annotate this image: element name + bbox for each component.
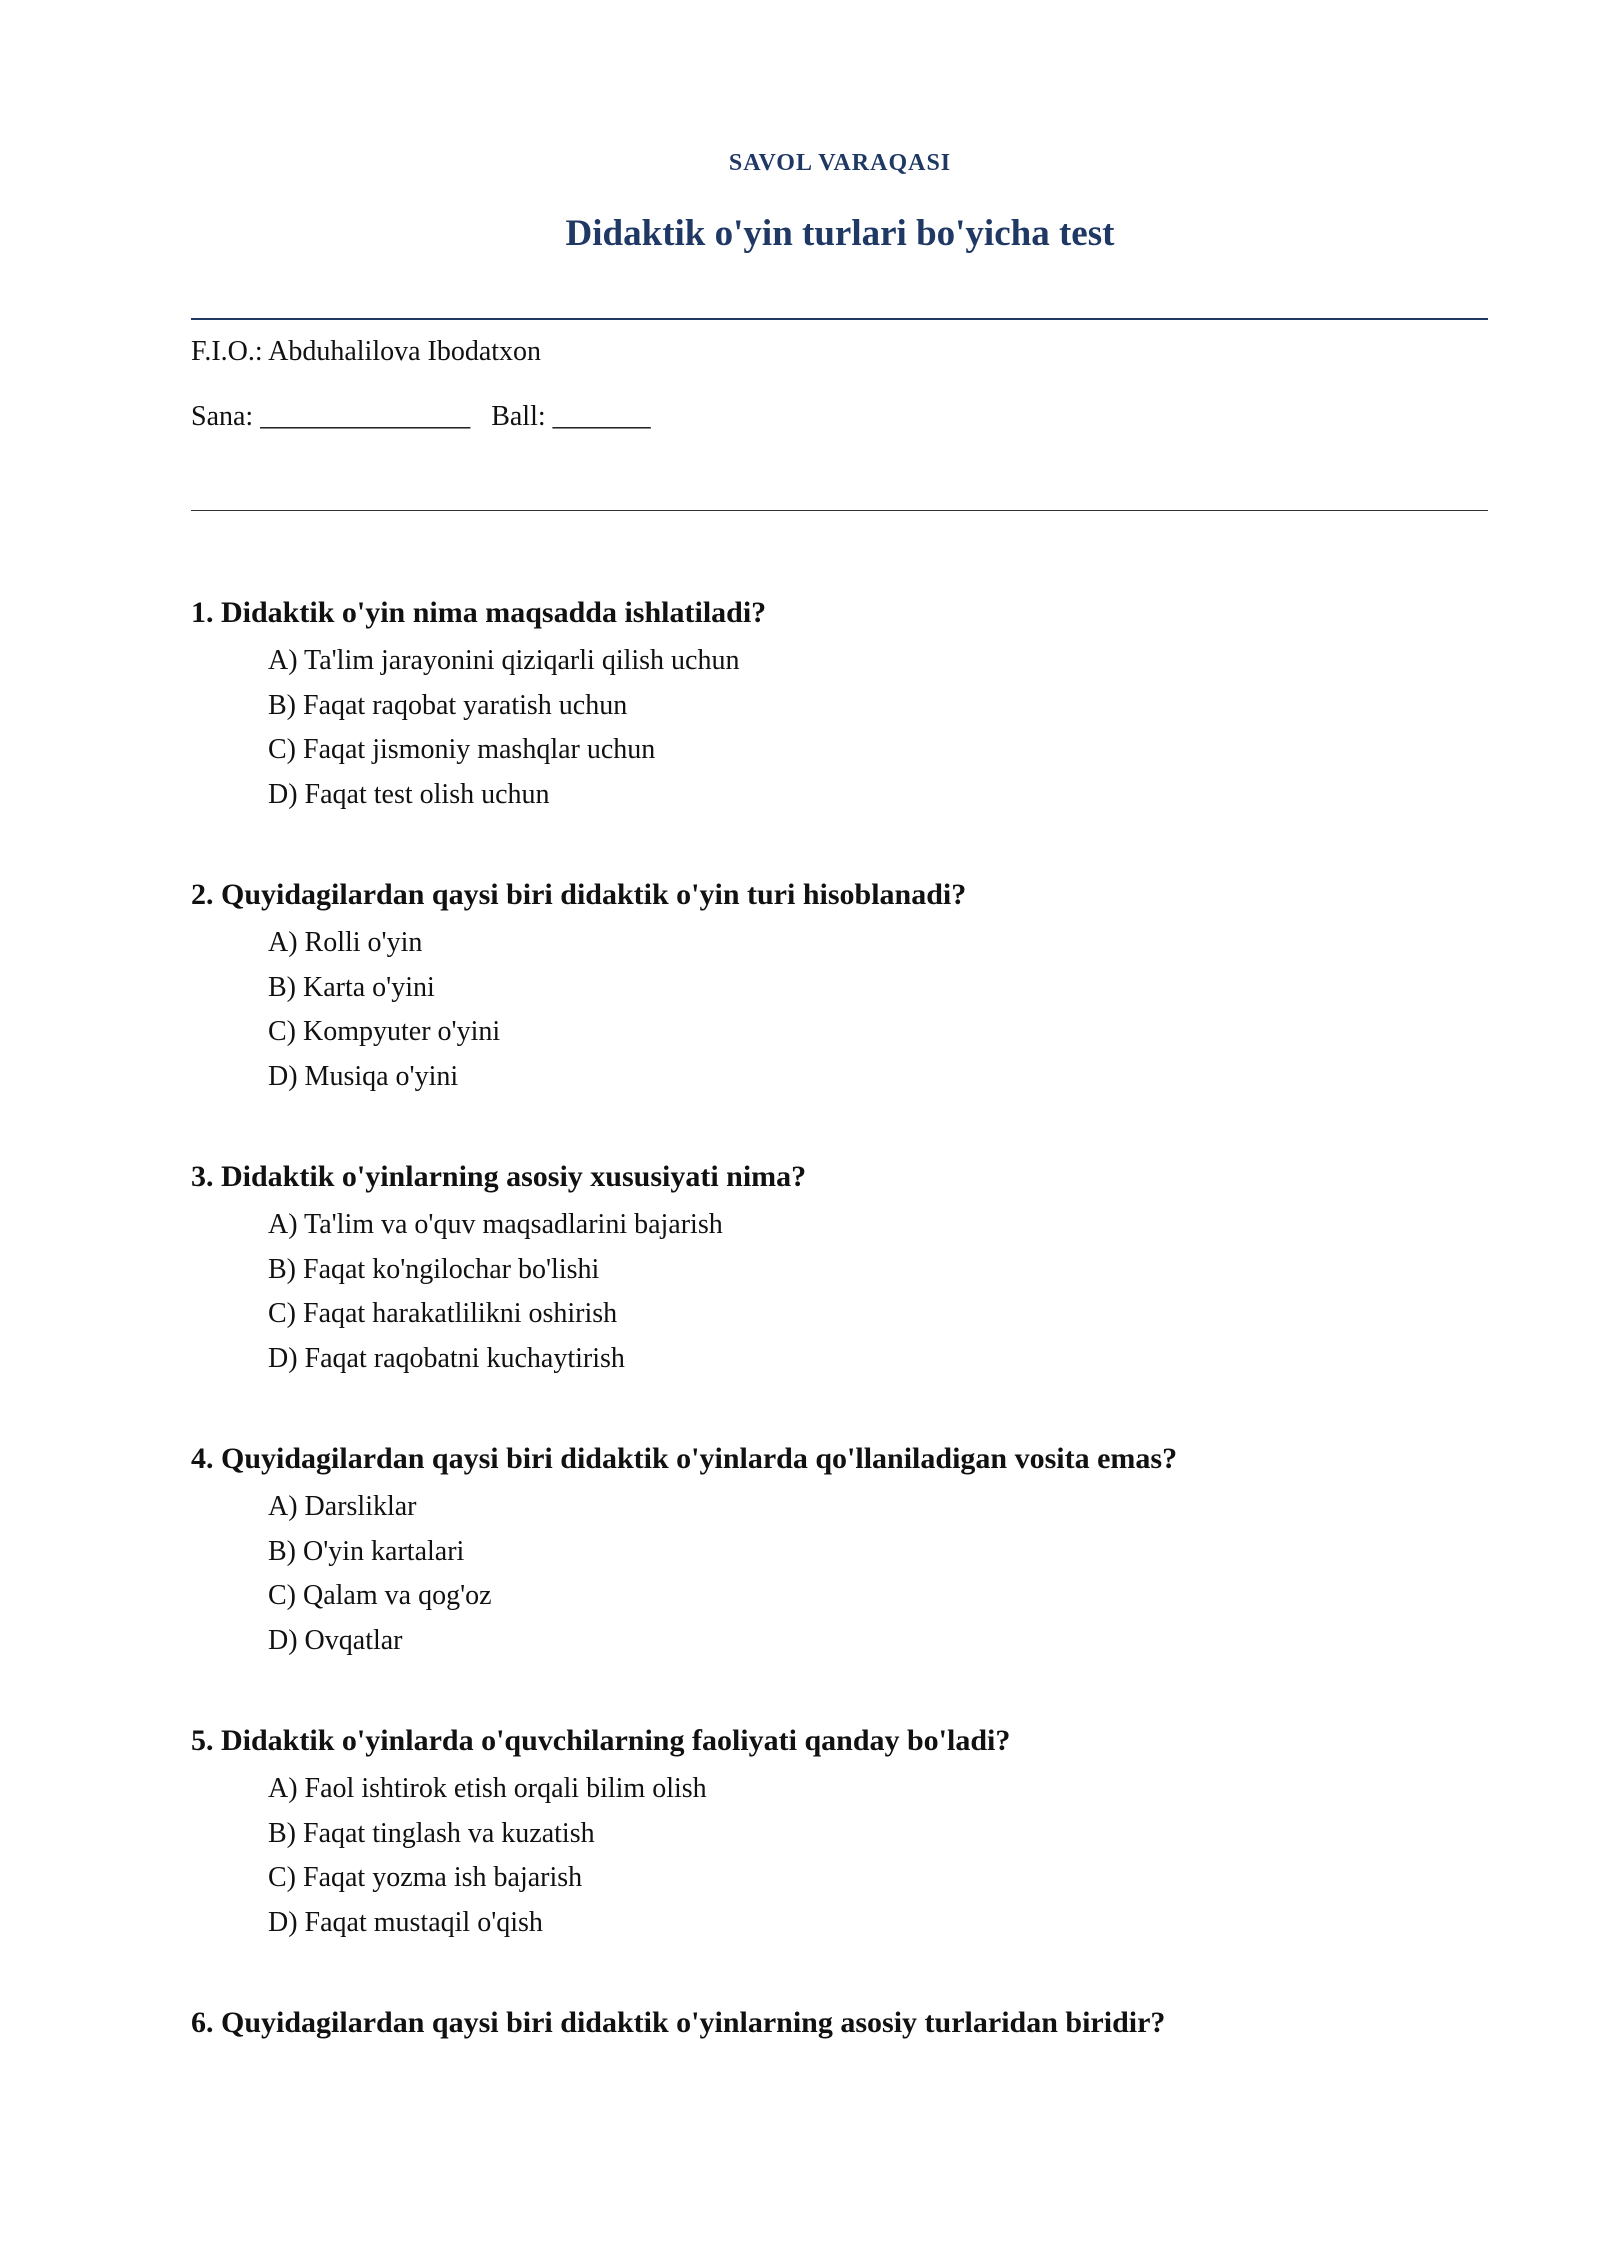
option-b: B) Karta o'yini [268, 971, 435, 1003]
option-list [191, 1485, 1491, 1663]
page-title: Didaktik o'yin turlari bo'yicha test [565, 213, 1115, 254]
option-d: D) Faqat test olish uchun [268, 778, 550, 810]
option-c: C) Faqat yozma ish bajarish [268, 1862, 583, 1893]
question-text: 3. Didaktik o'yinlarning asosiy xususiyati nima? [191, 1160, 807, 1193]
question-6 [191, 2003, 1491, 2043]
option-d: D) Ovqatlar [268, 1624, 403, 1656]
info-divider [191, 510, 1488, 511]
option-c: C) Kompyuter o'yini [268, 1016, 501, 1047]
question-text: 2. Quyidagilardan qaysi biri didaktik o'yin turi hisoblanadi? [191, 878, 967, 911]
option-list [191, 639, 1491, 817]
option-list [191, 1203, 1491, 1381]
option-d: D) Faqat mustaqil o'qish [268, 1906, 543, 1938]
option-d: D) Faqat raqobatni kuchaytirish [268, 1342, 625, 1374]
option-list [191, 1767, 1491, 1945]
option-a: A) Rolli o'yin [268, 927, 423, 958]
option-a: A) Faol ishtirok etish orqali bilim olish [268, 1773, 707, 1804]
option-c: C) Faqat harakatlilikni oshirish [268, 1298, 618, 1329]
sheet-label: SAVOL VARAQASI [728, 150, 952, 176]
option-a: A) Ta'lim jarayonini qiziqarli qilish uchun [268, 645, 740, 676]
question-list [191, 593, 1491, 2101]
option-d: D) Musiqa o'yini [268, 1060, 459, 1092]
header-divider [191, 318, 1488, 320]
question-text: 4. Quyidagilardan qaysi biri didaktik o'yinlarda qo'llaniladigan vosita emas? [191, 1442, 1178, 1475]
date-score-line: Sana: _______________ Ball: _______ [191, 401, 651, 432]
option-a: A) Darsliklar [268, 1491, 417, 1522]
question-text: 1. Didaktik o'yin nima maqsadda ishlatiladi? [191, 596, 767, 629]
student-name-line: F.I.O.: Abduhalilova Ibodatxon [191, 336, 542, 367]
option-b: B) O'yin kartalari [268, 1535, 465, 1567]
option-c: C) Faqat jismoniy mashqlar uchun [268, 734, 656, 765]
question-1 [191, 593, 1491, 817]
question-text: 6. Quyidagilardan qaysi biri didaktik o'yinlarning asosiy turlaridan biridir? [191, 2006, 1166, 2039]
question-text: 5. Didaktik o'yinlarda o'quvchilarning faoliyati qanday bo'ladi? [191, 1724, 1011, 1757]
option-b: B) Faqat tinglash va kuzatish [268, 1817, 595, 1849]
question-5 [191, 1721, 1491, 1945]
option-a: A) Ta'lim va o'quv maqsadlarini bajarish [268, 1209, 723, 1240]
option-list [191, 921, 1491, 1099]
question-4 [191, 1439, 1491, 1663]
option-b: B) Faqat raqobat yaratish uchun [268, 689, 628, 721]
question-3 [191, 1157, 1491, 1381]
question-2 [191, 875, 1491, 1099]
option-b: B) Faqat ko'ngilochar bo'lishi [268, 1253, 600, 1285]
option-c: C) Qalam va qog'oz [268, 1580, 492, 1611]
